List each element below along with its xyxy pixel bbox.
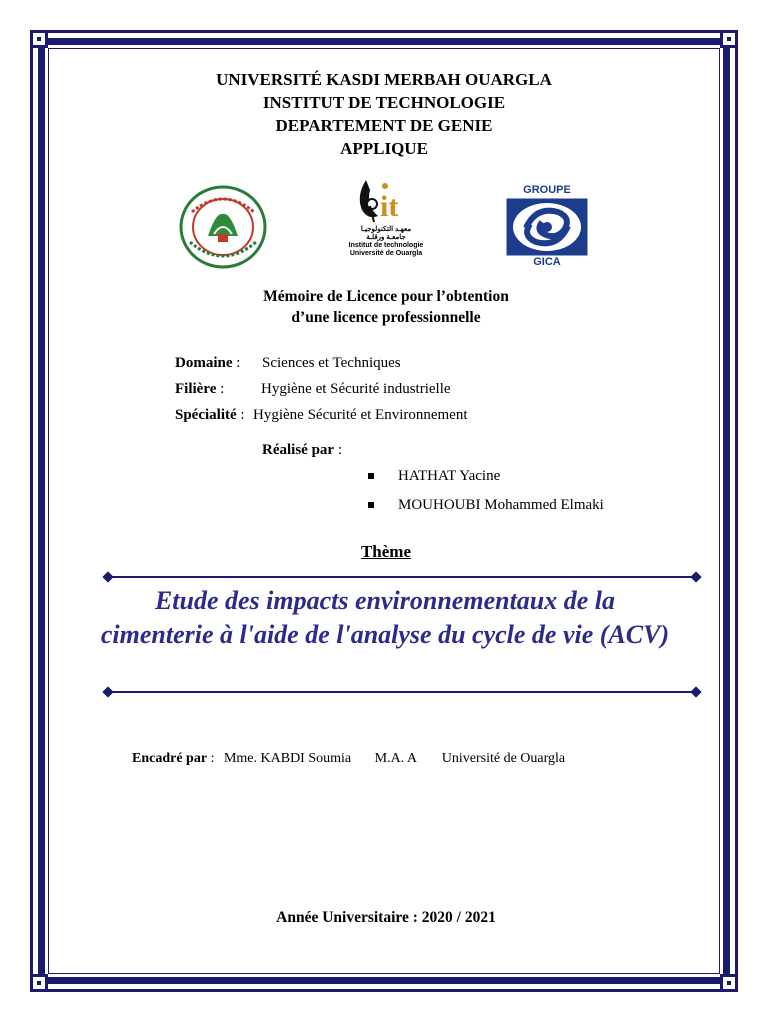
specialite-row — [175, 402, 468, 428]
thesis-title: Etude des impacts environnementaux de la cimenterie à l'aide de l'analyse du cycle de vie (ACV) — [100, 586, 670, 649]
gica-logo-top-text: GROUPE — [523, 184, 571, 196]
domaine-row — [175, 350, 401, 376]
specialite-value: Hygiène Sécurité et Environnement — [253, 407, 468, 423]
title-rule-top — [108, 576, 696, 578]
authors-list — [370, 462, 604, 520]
logos-row — [0, 180, 768, 270]
gica-logo-bottom-text: GICA — [533, 256, 561, 268]
institute-arabic-line-1: معهـد التكنولوجيـا — [360, 226, 412, 233]
supervisor-institution: Université de Ouargla — [441, 751, 566, 766]
filiere-separator: : — [216, 381, 225, 397]
author-item — [370, 491, 604, 520]
theme-label: Thème — [360, 542, 412, 561]
university-seal-logo — [178, 184, 268, 270]
specialite-separator: : — [236, 407, 245, 423]
domaine-separator: : — [232, 355, 241, 371]
supervisor-grade: M.A. A — [374, 751, 417, 766]
gica-logo — [504, 184, 590, 270]
domaine-label: Domaine — [175, 355, 233, 371]
header-line-1: UNIVERSITÉ KASDI MERBAH OUARGLA — [216, 70, 552, 89]
supervisor-name: Mme. KABDI Soumia — [223, 751, 352, 766]
svg-text:it: it — [380, 190, 399, 223]
header-line-2: INSTITUT DE TECHNOLOGIE — [262, 93, 506, 112]
institute-french-line-2: Université de Ouargla — [349, 250, 423, 257]
author-name: MOUHOUBI Mohammed Elmaki — [398, 497, 604, 513]
frame-corner-bottom-right — [720, 974, 738, 992]
institute-logo-text — [346, 226, 426, 258]
specialite-label: Spécialité — [175, 407, 237, 423]
filiere-label: Filière — [175, 381, 217, 397]
university-header — [0, 68, 768, 160]
memoire-line-2: d’une licence professionnelle — [291, 309, 481, 326]
realise-label: Réalisé par — [262, 442, 335, 458]
filiere-row — [175, 376, 451, 402]
filiere-value: Hygiène et Sécurité industrielle — [261, 381, 451, 397]
supervisor-line — [132, 751, 565, 767]
author-name: HATHAT Yacine — [398, 468, 501, 484]
realise-par — [262, 442, 342, 459]
title-rule-bottom — [108, 691, 696, 693]
header-line-3: DEPARTEMENT DE GENIE — [275, 116, 493, 135]
gica-swirl-icon — [506, 198, 588, 256]
institute-logo — [344, 176, 424, 226]
memoire-heading — [0, 286, 768, 328]
realise-separator: : — [334, 442, 342, 458]
memoire-line-1: Mémoire de Licence pour l’obtention — [263, 288, 509, 305]
supervisor-label: Encadré par — [132, 751, 208, 766]
institute-arabic-line-2: جامعـة ورقلـة — [366, 234, 406, 241]
frame-corner-top-right — [720, 30, 738, 48]
academic-year: Année Universitaire : 2020 / 2021 — [276, 909, 496, 926]
institute-french-line-1: Institut de technologie — [348, 242, 424, 249]
frame-corner-top-left — [30, 30, 48, 48]
author-item — [370, 462, 604, 491]
frame-corner-bottom-left — [30, 974, 48, 992]
program-info — [175, 350, 468, 428]
supervisor-separator: : — [207, 751, 215, 766]
header-line-4: APPLIQUE — [340, 139, 428, 158]
domaine-value: Sciences et Techniques — [262, 355, 401, 371]
